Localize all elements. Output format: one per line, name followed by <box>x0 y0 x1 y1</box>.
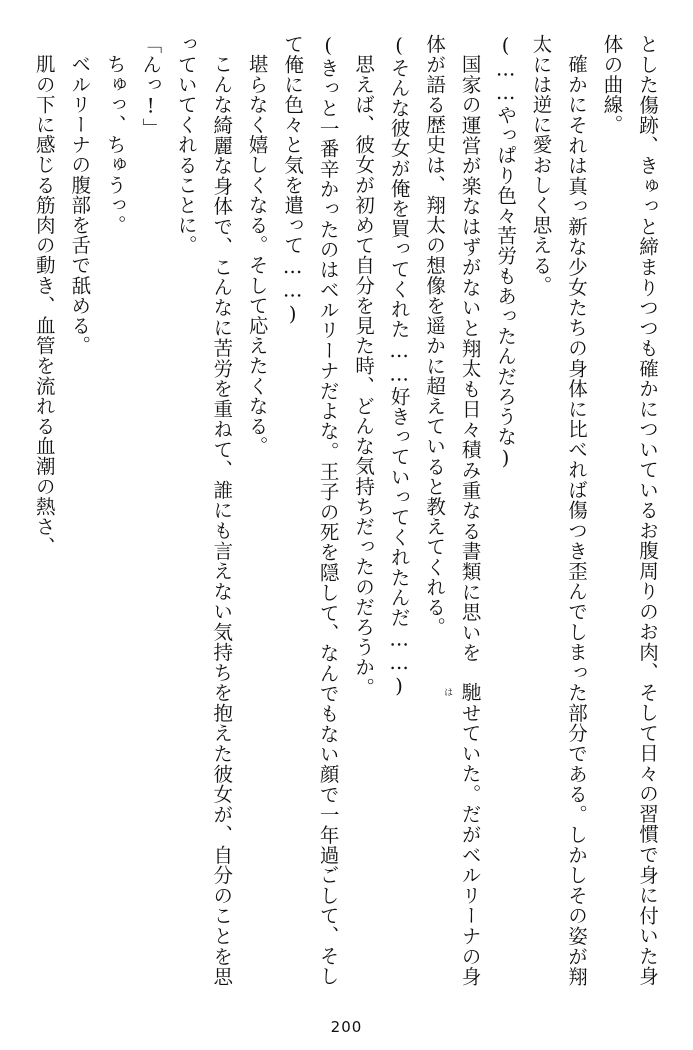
paragraph: 確かにそれは真っ新な少女たちの身体に比べれば傷つき歪んでしまった部分である。しかしその姿が翔太には逆に愛おしく思える。 <box>529 34 589 986</box>
paragraph: 堪らなく嬉しくなる。そして応えたくなる。 <box>245 53 269 456</box>
paragraph: (きっと一番辛かったのはベルリーナだよな。王子の死を隠して、なんでもない顔で一年過ごして、そして俺に色々と気を遣って……) <box>281 34 340 986</box>
page-body-text <box>32 34 665 987</box>
paragraph: 肌の下に感じる筋肉の動き、血管を流れる血潮の熱さ、 <box>32 53 56 556</box>
page-number: 200 <box>330 1018 363 1036</box>
paragraph: (そんな彼女が俺を買ってくれた……好きっていってくれたんだ……) <box>387 34 411 699</box>
paragraph: ちゅっ、ちゅうっ。 <box>103 53 127 235</box>
paragraph: ベルリーナの腹部を舌で舐める。 <box>68 53 92 355</box>
paragraph: 思えば、彼女が初めて自分を見た時、どんな気持ちだったのだろうか。 <box>352 53 376 697</box>
paragraph: とした傷跡、きゅっと締まりつつも確かについているお腹周りのお肉、そして日々の習慣で身に付いた身体の曲線。 <box>600 34 659 986</box>
paragraph: 国家の運営が楽なはずがないと翔太も日々積み重なる書類に思いを馳 は せていた。だがベルリーナの身体が語る歴史は、翔太の想像を遥かに超えていると教えてくれる。 <box>417 34 488 986</box>
paragraph: (……やっぱり色々苦労もあったんだろうな) <box>494 34 518 471</box>
paragraph: こんな綺麗な身体で、こんなに苦労を重ねて、誰にも言えない気持ちを抱えた彼女が、自分のことを思っていてくれることに。 <box>174 34 234 986</box>
paragraph: 「んっ!」 <box>139 34 163 138</box>
ruby-annotation: 馳 は <box>442 681 482 702</box>
